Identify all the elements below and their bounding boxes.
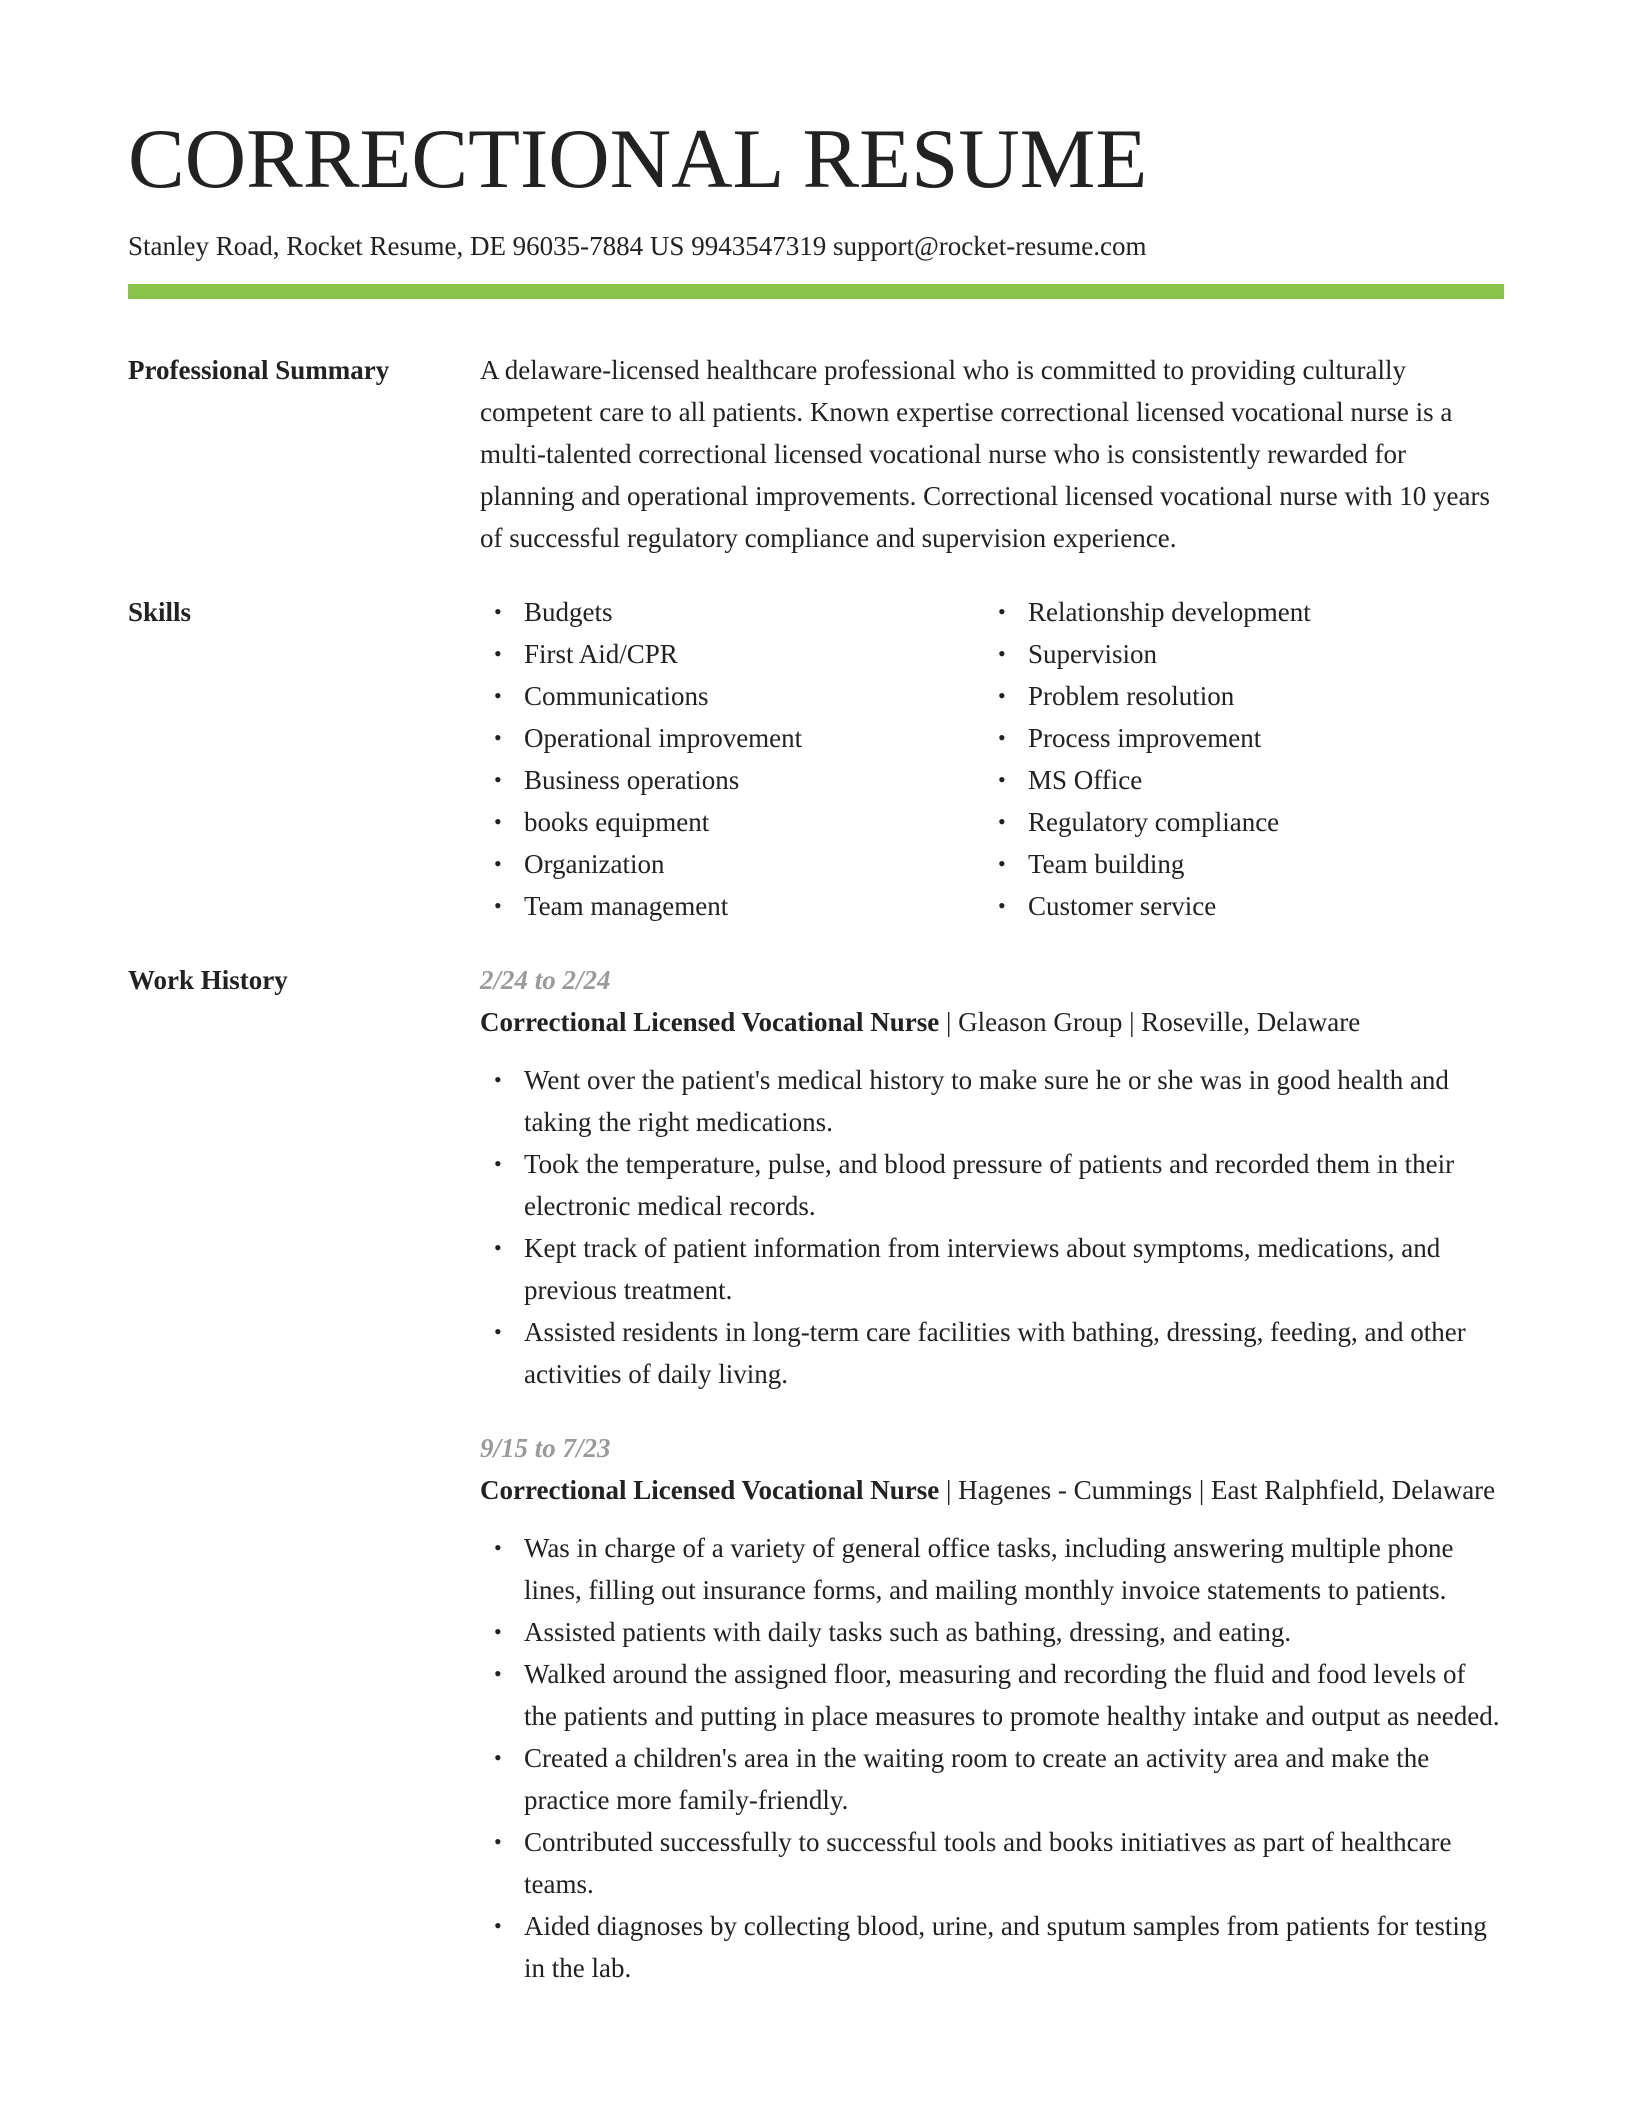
skill-item bbox=[984, 591, 1488, 633]
skill-item bbox=[480, 591, 984, 633]
skill-item bbox=[480, 717, 984, 759]
accent-divider bbox=[128, 284, 1504, 299]
bullet-dot-icon: • bbox=[494, 683, 502, 709]
job-bullets bbox=[480, 1059, 1504, 1395]
job-bullet-text: Walked around the assigned floor, measuring and recording the fluid and food levels of the patients and putting in place measures to promote healthy intake and output as needed. bbox=[524, 1659, 1500, 1732]
section-title-skills: Skills bbox=[128, 597, 192, 628]
job-bullet-text: Assisted residents in long-term care facilities with bathing, dressing, feeding, and other activities of daily living. bbox=[524, 1317, 1466, 1390]
bullet-dot-icon: • bbox=[494, 893, 502, 919]
bullet-dot-icon: • bbox=[494, 851, 502, 877]
skill-item bbox=[984, 843, 1488, 885]
skill-item bbox=[984, 885, 1488, 927]
job-bullet-text: Was in charge of a variety of general office tasks, including answering multiple phone lines, filling out insurance forms, and mailing monthly invoice statements to patients. bbox=[524, 1533, 1454, 1606]
job-bullet bbox=[480, 1227, 1504, 1311]
job-bullet bbox=[480, 1905, 1504, 1989]
bullet-dot-icon: • bbox=[998, 641, 1006, 667]
professional-summary-section bbox=[128, 349, 1504, 559]
job-entry bbox=[480, 959, 1504, 1395]
section-title-professional-summary: Professional Summary bbox=[128, 355, 390, 386]
job-title-line bbox=[480, 1001, 1504, 1043]
bullet-dot-icon: • bbox=[494, 641, 502, 667]
job-bullet-text: Aided diagnoses by collecting blood, urine, and sputum samples from patients for testing in the lab. bbox=[524, 1911, 1487, 1984]
bullet-dot-icon: • bbox=[494, 1535, 502, 1561]
job-bullet-text: Contributed successfully to successful tools and books initiatives as part of healthcare teams. bbox=[524, 1827, 1452, 1900]
skill-item-text: Business operations bbox=[524, 765, 740, 796]
professional-summary-text: A delaware-licensed healthcare professional who is committed to providing culturally competent care to all patients. Known expertise correctional licensed vocational nurse is a multi-talented correctional licensed vocational nurse who is consistently rewarded for planning and operational improvements. Correctional licensed vocational nurse with 10 years of successful regulatory compliance and supervision experience. bbox=[480, 355, 1490, 554]
bullet-dot-icon: • bbox=[494, 1151, 502, 1177]
skill-item bbox=[480, 633, 984, 675]
skill-item-text: Customer service bbox=[1028, 891, 1217, 922]
bullet-dot-icon: • bbox=[494, 1829, 502, 1855]
bullet-dot-icon: • bbox=[998, 851, 1006, 877]
bullet-dot-icon: • bbox=[998, 599, 1006, 625]
job-bullet bbox=[480, 1653, 1504, 1737]
bullet-dot-icon: • bbox=[494, 1235, 502, 1261]
skill-item-text: Organization bbox=[524, 849, 665, 880]
skill-item-text: Supervision bbox=[1028, 639, 1158, 670]
skill-item-text: Process improvement bbox=[1028, 723, 1262, 754]
job-title-line bbox=[480, 1469, 1504, 1511]
skill-item-text: Problem resolution bbox=[1028, 681, 1235, 712]
skill-item bbox=[480, 759, 984, 801]
skill-item-text: Relationship development bbox=[1028, 597, 1311, 628]
job-bullet-text: Created a children's area in the waiting room to create an activity area and make the practice more family-friendly. bbox=[524, 1743, 1430, 1816]
job-bullet-text: Assisted patients with daily tasks such as bathing, dressing, and eating. bbox=[524, 1617, 1292, 1648]
skill-item bbox=[984, 717, 1488, 759]
skill-item bbox=[480, 801, 984, 843]
bullet-dot-icon: • bbox=[494, 809, 502, 835]
bullet-dot-icon: • bbox=[494, 1319, 502, 1345]
job-bullet-text: Kept track of patient information from interviews about symptoms, medications, and previous treatment. bbox=[524, 1233, 1441, 1306]
job-bullet bbox=[480, 1059, 1504, 1143]
job-bullets bbox=[480, 1527, 1504, 1989]
skill-item bbox=[984, 759, 1488, 801]
resume-name: CORRECTIONAL RESUME bbox=[128, 112, 1148, 206]
work-history-section bbox=[128, 959, 1504, 2021]
skills-column-right bbox=[984, 591, 1488, 927]
section-title-work-history: Work History bbox=[128, 965, 288, 996]
bullet-dot-icon: • bbox=[998, 725, 1006, 751]
bullet-dot-icon: • bbox=[494, 1745, 502, 1771]
skill-item bbox=[984, 675, 1488, 717]
bullet-dot-icon: • bbox=[494, 767, 502, 793]
job-date: 9/15 to 7/23 bbox=[480, 1433, 611, 1464]
job-bullet bbox=[480, 1527, 1504, 1611]
bullet-dot-icon: • bbox=[494, 599, 502, 625]
bullet-dot-icon: • bbox=[998, 893, 1006, 919]
bullet-dot-icon: • bbox=[998, 683, 1006, 709]
contact-info: Stanley Road, Rocket Resume, DE 96035-7884 US 9943547319 support@rocket-resume.com bbox=[128, 231, 1147, 261]
skill-item bbox=[984, 801, 1488, 843]
bullet-dot-icon: • bbox=[494, 1619, 502, 1645]
job-employer-location: | Hagenes - Cummings | East Ralphfield, Delaware bbox=[939, 1475, 1496, 1506]
job-bullet bbox=[480, 1611, 1504, 1653]
skill-item-text: Team building bbox=[1028, 849, 1185, 880]
bullet-dot-icon: • bbox=[494, 1661, 502, 1687]
skill-item-text: Communications bbox=[524, 681, 709, 712]
job-title: Correctional Licensed Vocational Nurse bbox=[480, 1475, 940, 1506]
skills-section bbox=[128, 591, 1504, 927]
job-title: Correctional Licensed Vocational Nurse bbox=[480, 1007, 940, 1038]
skill-item-text: First Aid/CPR bbox=[524, 639, 678, 670]
job-bullet-text: Took the temperature, pulse, and blood pressure of patients and recorded them in their electronic medical records. bbox=[524, 1149, 1455, 1222]
work-history-list bbox=[480, 959, 1504, 2021]
skill-item bbox=[984, 633, 1488, 675]
skill-item-text: Operational improvement bbox=[524, 723, 803, 754]
skill-item-text: MS Office bbox=[1028, 765, 1143, 796]
job-bullet bbox=[480, 1311, 1504, 1395]
bullet-dot-icon: • bbox=[998, 767, 1006, 793]
job-bullet bbox=[480, 1143, 1504, 1227]
skill-item-text: Budgets bbox=[524, 597, 613, 628]
bullet-dot-icon: • bbox=[494, 1913, 502, 1939]
job-employer-location: | Gleason Group | Roseville, Delaware bbox=[939, 1007, 1361, 1038]
skills-grid bbox=[480, 591, 1504, 927]
job-bullet-text: Went over the patient's medical history to make sure he or she was in good health and taking the right medications. bbox=[524, 1065, 1449, 1138]
skill-item bbox=[480, 885, 984, 927]
skill-item-text: Regulatory compliance bbox=[1028, 807, 1280, 838]
skill-item-text: books equipment bbox=[524, 807, 710, 838]
bullet-dot-icon: • bbox=[494, 1067, 502, 1093]
job-bullet bbox=[480, 1737, 1504, 1821]
skills-column-left bbox=[480, 591, 984, 927]
bullet-dot-icon: • bbox=[494, 725, 502, 751]
skill-item bbox=[480, 675, 984, 717]
skill-item-text: Team management bbox=[524, 891, 729, 922]
job-bullet bbox=[480, 1821, 1504, 1905]
skill-item bbox=[480, 843, 984, 885]
bullet-dot-icon: • bbox=[998, 809, 1006, 835]
job-entry bbox=[480, 1427, 1504, 1989]
job-date: 2/24 to 2/24 bbox=[480, 965, 611, 996]
